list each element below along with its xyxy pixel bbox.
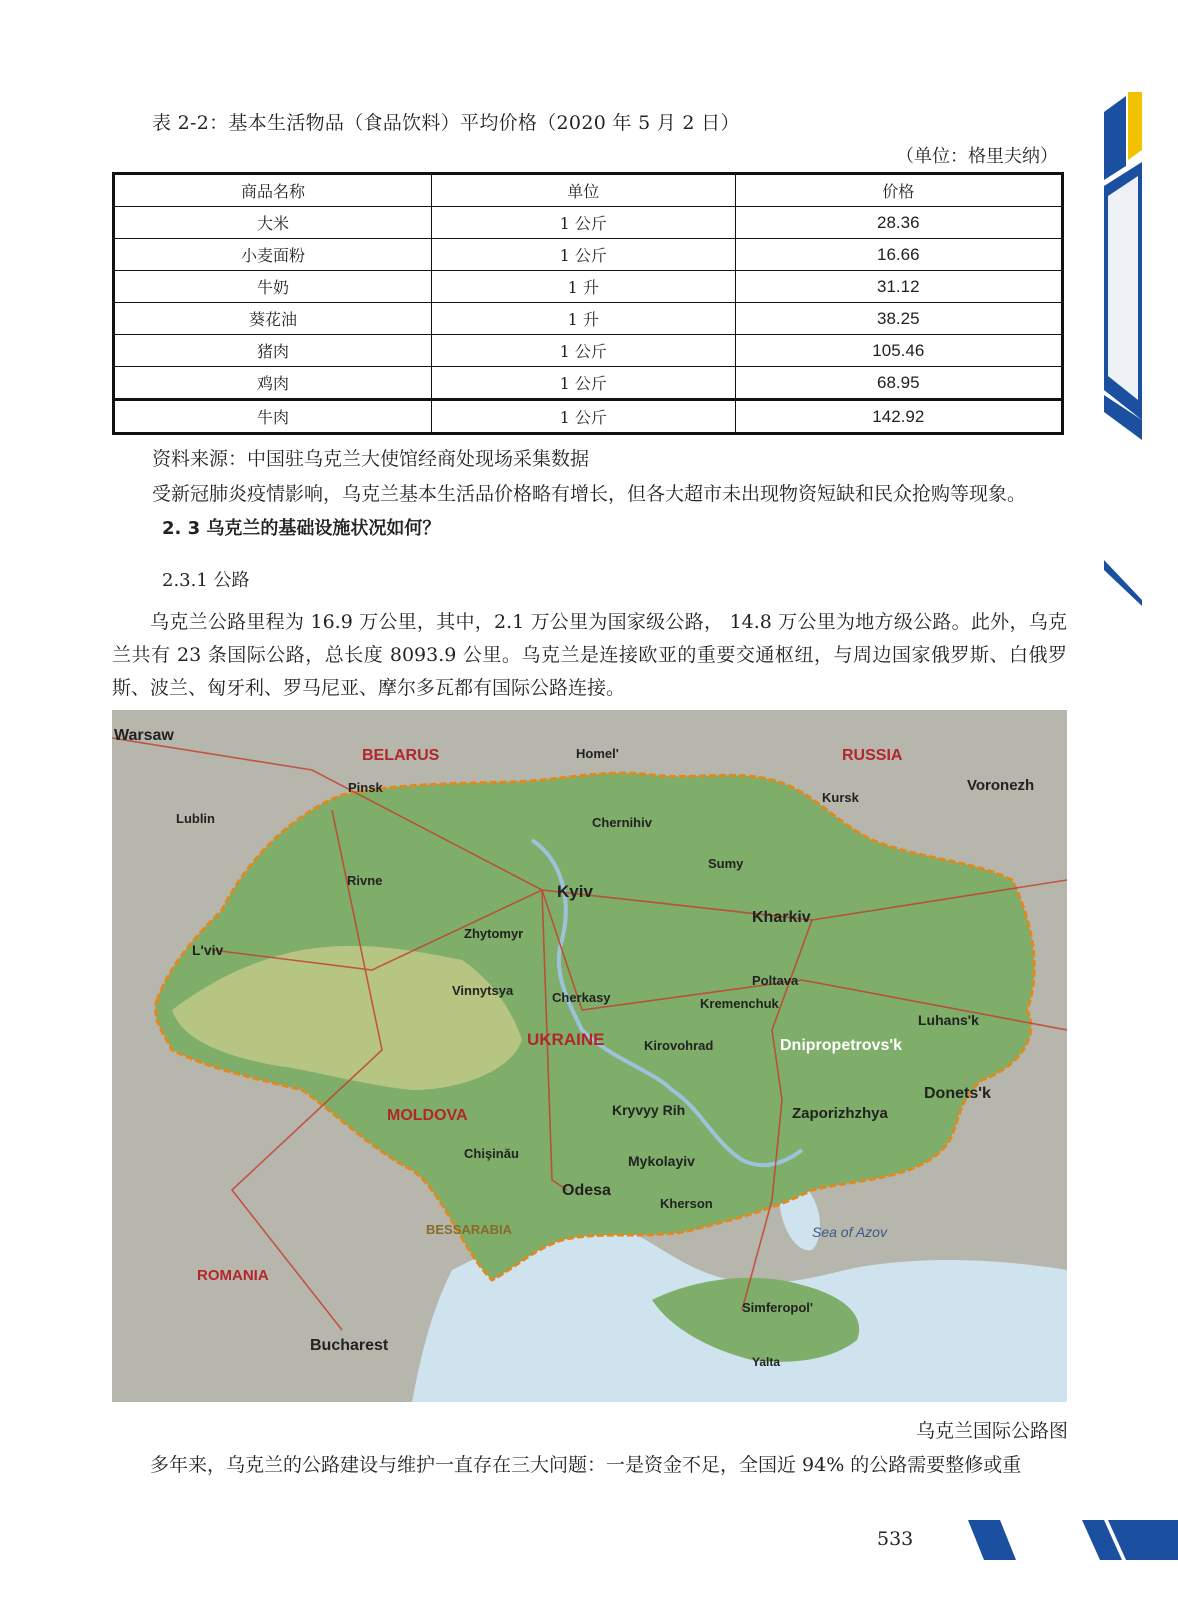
- label-mykolayiv: Mykolayiv: [628, 1153, 695, 1169]
- footer-stripe-1: [968, 1520, 1016, 1560]
- label-simferopol: Simferopol': [742, 1300, 813, 1315]
- blue-diagonal-mid: [1104, 395, 1142, 440]
- label-lublin: Lublin: [176, 811, 215, 826]
- blue-diagonal-low: [1104, 560, 1142, 606]
- footer-stripe-3: [1108, 1520, 1178, 1560]
- item-unit: 1 公斤: [431, 367, 735, 400]
- label-sea-of-azov: Sea of Azov: [812, 1224, 887, 1240]
- label-zaporizhzhya: Zaporizhzhya: [792, 1105, 888, 1122]
- item-name: 鸡肉: [114, 367, 432, 400]
- blue-side-band: [1104, 162, 1142, 420]
- page-number: 533: [877, 1528, 914, 1550]
- item-price: 38.25: [735, 303, 1062, 335]
- price-table: [112, 172, 1064, 435]
- item-price: 28.36: [735, 207, 1062, 239]
- column-header: 单位: [431, 174, 735, 207]
- label-donetsk: Donets'k: [924, 1085, 991, 1102]
- blue-stripe-top: [1104, 96, 1126, 180]
- label-kirovohrad: Kirovohrad: [644, 1038, 714, 1053]
- table-row: [114, 207, 1063, 239]
- label-kremenchuk: Kremenchuk: [700, 996, 779, 1011]
- item-name: 猪肉: [114, 335, 432, 367]
- item-name: 小麦面粉: [114, 239, 432, 271]
- table-row: [114, 271, 1063, 303]
- label-russia: RUSSIA: [842, 747, 903, 764]
- item-name: 牛肉: [114, 400, 432, 434]
- label-pinsk: Pinsk: [348, 780, 383, 795]
- label-warsaw: Warsaw: [114, 727, 174, 744]
- label-bessarabia: BESSARABIA: [426, 1222, 512, 1237]
- item-price: 105.46: [735, 335, 1062, 367]
- label-chernihiv: Chernihiv: [592, 815, 652, 830]
- label-homel: Homel': [576, 746, 619, 761]
- item-price: 16.66: [735, 239, 1062, 271]
- table-row: [114, 335, 1063, 367]
- item-unit: 1 公斤: [431, 335, 735, 367]
- body-paragraph: 乌克兰公路里程为 16.9 万公里，其中，2.1 万公里为国家级公路， 14.8 万公里为地方级公路。此外，乌克兰共有 23 条国际公路，总长度 8093.9 公里。乌克兰是连接欧亚的重要交通枢纽，与周边国家俄罗斯、白俄罗斯、波兰、匈牙利、罗马尼亚、摩尔多瓦都有国际公路连接。: [112, 611, 1067, 699]
- item-unit: 1 公斤: [431, 400, 735, 434]
- label-bucharest: Bucharest: [310, 1337, 389, 1354]
- label-kyiv: Kyiv: [557, 882, 593, 901]
- item-unit: 1 公斤: [431, 239, 735, 271]
- label-zhytomyr: Zhytomyr: [464, 926, 524, 941]
- label-kursk: Kursk: [822, 790, 859, 805]
- yellow-stripe: [1128, 92, 1142, 160]
- label-voronezh: Voronezh: [967, 777, 1035, 794]
- label-cherkasy: Cherkasy: [552, 990, 611, 1005]
- subsection-heading: 2.3.1 公路: [162, 570, 250, 591]
- label-rivne: Rivne: [347, 873, 383, 888]
- table-row: [114, 400, 1063, 434]
- label-chisinau: Chişinău: [464, 1146, 519, 1161]
- unit-note: （单位：格里夫纳）: [896, 146, 1058, 167]
- item-unit: 1 公斤: [431, 207, 735, 239]
- column-header: 商品名称: [114, 174, 432, 207]
- label-moldova: MOLDOVA: [387, 1107, 468, 1124]
- label-sumy: Sumy: [708, 856, 744, 871]
- label-vinnytsya: Vinnytsya: [452, 983, 514, 998]
- column-header: 价格: [735, 174, 1062, 207]
- item-unit: 1 升: [431, 271, 735, 303]
- item-name: 葵花油: [114, 303, 432, 335]
- label-kharkiv: Kharkiv: [752, 909, 811, 926]
- item-price: 31.12: [735, 271, 1062, 303]
- side-band-inner: [1108, 176, 1138, 400]
- ukraine-road-map: [112, 710, 1067, 1402]
- label-lviv: L'viv: [192, 942, 224, 958]
- section-heading: 2. 3 乌克兰的基础设施状况如何？: [162, 518, 441, 539]
- item-name: 牛奶: [114, 271, 432, 303]
- label-ukraine: UKRAINE: [527, 1030, 605, 1049]
- table-caption: 表 2-2：基本生活物品（食品饮料）平均价格（2020 年 5 月 2 日）: [152, 112, 740, 134]
- map-caption: 乌克兰国际公路图: [915, 1420, 1068, 1442]
- label-romania: ROMANIA: [197, 1267, 269, 1284]
- label-kherson: Kherson: [660, 1196, 713, 1211]
- table-row: [114, 303, 1063, 335]
- table-row: [114, 367, 1063, 400]
- price-note: 受新冠肺炎疫情影响，乌克兰基本生活品价格略有增长，但各大超市未出现物资短缺和民众抢购等现象。: [152, 483, 1027, 505]
- item-price: 142.92: [735, 400, 1062, 434]
- table-row: [114, 239, 1063, 271]
- label-belarus: BELARUS: [362, 747, 440, 764]
- label-kryvyy-rih: Kryvyy Rih: [612, 1102, 686, 1118]
- label-odesa: Odesa: [562, 1182, 611, 1199]
- item-unit: 1 升: [431, 303, 735, 335]
- footer-stripe-2: [1082, 1520, 1122, 1560]
- table-header-row: [114, 174, 1063, 207]
- label-dnipro: Dnipropetrovs'k: [780, 1037, 903, 1054]
- table-source: 资料来源：中国驻乌克兰大使馆经商处现场采集数据: [152, 448, 590, 470]
- body-paragraph-continued: 多年来，乌克兰的公路建设与维护一直存在三大问题：一是资金不足，全国近 94% 的公路需要整修或重: [150, 1454, 1022, 1476]
- label-poltava: Poltava: [752, 973, 799, 988]
- label-yalta: Yalta: [752, 1355, 781, 1369]
- item-name: 大米: [114, 207, 432, 239]
- item-price: 68.95: [735, 367, 1062, 400]
- label-luhansk: Luhans'k: [918, 1012, 979, 1028]
